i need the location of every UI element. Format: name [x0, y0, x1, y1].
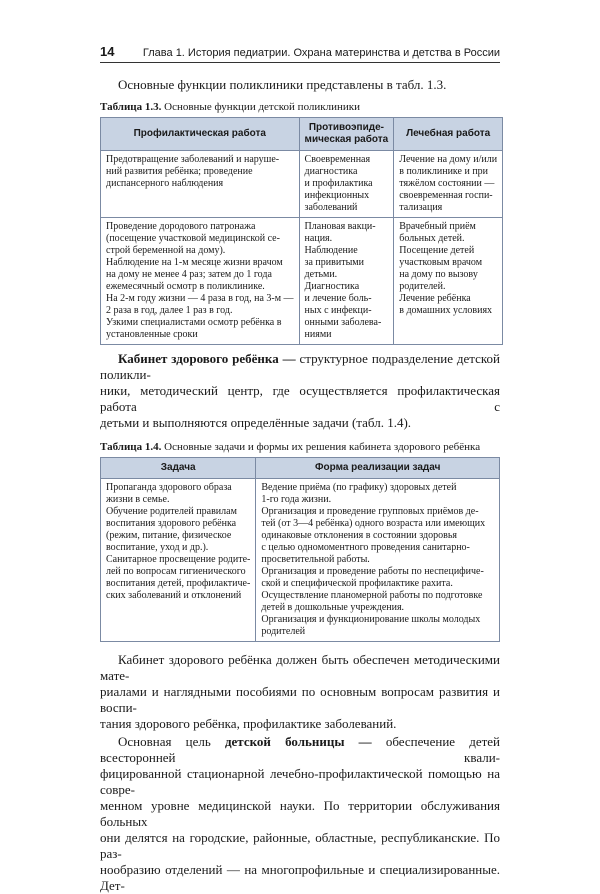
cell-line: воспитания здорового ребёнка [106, 518, 237, 529]
cell-line: ниями [304, 329, 332, 340]
table-1-3-label: Таблица 1.3. [100, 101, 162, 113]
cell-line: одинаковые отклонения в состоянии здоровья [261, 530, 458, 541]
cell-line: ежемесячный осмотр в поликлинике. [106, 281, 265, 292]
cell-line: 2 раза в год, далее 1 раз в год. [106, 305, 233, 316]
table-1-4 [100, 457, 500, 642]
cell-line: Наблюдение [304, 245, 358, 256]
cell-line: Лечение на дому и/или [399, 154, 498, 165]
table-row [101, 479, 500, 642]
cabinet-line [100, 351, 500, 383]
table-1-3-header-cell [299, 118, 394, 151]
hospital-line: нообразию отделений — на многопрофильные и специализированные. Дет- [100, 862, 500, 893]
cell-line: строй беременной на дому). [106, 245, 226, 256]
cell-line: просветительной работы. [261, 554, 370, 565]
table-1-4-label: Таблица 1.4. [100, 441, 162, 453]
hospital-lead: детской больницы — [224, 734, 372, 749]
cabinet-line-text: структурное подразделение детской поликли- [100, 351, 500, 382]
cell-line: в поликлинике и при [399, 166, 489, 177]
cell-line: Предотвращение заболеваний и наруше- [106, 154, 280, 165]
cell-line: Ведение приёма (по графику) здоровых детей [261, 482, 457, 493]
cell-line: заболеваний [304, 202, 358, 213]
cell-line: Организация и функционирование школы молодых [261, 614, 481, 625]
cell-line: установленные сроки [106, 329, 198, 340]
material-line: Кабинет здорового ребёнка должен быть обеспечен методическими мате- [100, 652, 500, 683]
cell-line: Лечение ребёнка [399, 293, 471, 304]
table-1-4-title: Основные задачи и формы их решения кабинета здорового ребёнка [161, 441, 481, 453]
cell-line: в домашних условиях [399, 305, 493, 316]
cell-line: Пропаганда здорового образа [106, 482, 232, 493]
cell-line: тяжёлом состоянии — [399, 178, 495, 189]
cell-line: ской и специфической профилактике рахита. [261, 578, 453, 589]
cell-line: Посещение детей [399, 245, 475, 256]
cell-line: больных детей. [399, 233, 465, 244]
hospital-line: менном уровне медицинской науки. По территории обслуживания больных [100, 798, 500, 829]
running-title: Глава 1. История педиатрии. Охрана материнства и детства в России [142, 47, 500, 59]
table-1-4-caption [100, 441, 500, 453]
hospital-paragraph [100, 734, 500, 894]
table-cell [101, 479, 256, 642]
cabinet-line: детьми и выполняются определённые задачи (табл. 1.4). [100, 415, 412, 430]
cell-line: Узкими специалистами осмотр ребёнка в [106, 317, 282, 328]
intro-paragraph: Основные функции поликлиники представлены в табл. 1.3. [118, 77, 447, 92]
table-cell [101, 151, 300, 218]
cell-line: воспитание, уход и др.). [106, 542, 209, 553]
cell-line: родителей. [399, 281, 446, 292]
material-paragraph [100, 652, 500, 732]
table-cell [256, 479, 500, 642]
cell-line: детьми. [304, 269, 338, 280]
cell-line: и профилактика [304, 178, 373, 189]
cell-line: лей по вопросам гигиенического [106, 566, 246, 577]
cell-line: участковым врачом [399, 257, 483, 268]
table-1-3-header-cell [394, 118, 503, 151]
cell-line: за привитыми [304, 257, 364, 268]
cell-line: детей в дошкольные учреждения. [261, 602, 405, 613]
table-1-4-header-row [101, 458, 500, 479]
table-1-4-header-cell: Задача [101, 458, 256, 479]
table-1-3-header-row [101, 118, 503, 151]
cell-line: ний развития ребёнка; проведение [106, 166, 253, 177]
cell-line: Организация и проведение работы по неспецифиче- [261, 566, 484, 577]
material-line: риалами и наглядными пособиями по основным вопросам развития и воспи- [100, 684, 500, 715]
cabinet-line: ники, методический центр, где осуществляется профилактическая работа с [100, 383, 500, 414]
table-cell [394, 218, 503, 345]
cell-line: Осуществление планомерной работы по подготовке [261, 590, 483, 601]
table-1-4-header-cell: Форма реализации задач [256, 458, 500, 479]
cell-line: ских заболеваний и отклонений [106, 590, 242, 601]
cell-line: онными заболева- [304, 317, 382, 328]
table-cell [101, 218, 300, 345]
header-line: Профилактическая работа [133, 128, 266, 139]
cell-line: ных с инфекци- [304, 305, 372, 316]
hospital-line: фицированной стационарной лечебно-профилактической помощью на совре- [100, 766, 500, 797]
cell-line: Врачебный приём [399, 221, 476, 232]
cell-line: Организация и проведение групповых приёмов де- [261, 506, 479, 517]
cell-line: на дому не менее 4 раз; затем до 1 года [106, 269, 272, 280]
table-cell [299, 151, 394, 218]
cell-line: Плановая вакци- [304, 221, 376, 232]
cell-line: Наблюдение на 1-м месяце жизни врачом [106, 257, 283, 268]
cell-line: жизни в семье. [106, 494, 170, 505]
table-cell [299, 218, 394, 345]
cell-line: инфекционных [304, 190, 370, 201]
cell-line: Диагностика [304, 281, 360, 292]
cell-line: тализация [399, 202, 443, 213]
running-header [100, 44, 500, 63]
table-1-3-caption [100, 101, 500, 113]
cell-line: своевременная госпи- [399, 190, 493, 201]
cell-line: диспансерного наблюдения [106, 178, 224, 189]
cell-line: На 2-м году жизни — 4 раза в год, на 3-м — [106, 293, 294, 304]
hospital-line [100, 734, 500, 766]
cabinet-paragraph [100, 351, 500, 431]
hospital-rest: обеспечение детей всесторонней квали- [100, 734, 501, 765]
header-line: Лечебная работа [406, 128, 491, 139]
cell-line: 1-го года жизни. [261, 494, 332, 505]
cabinet-lead: Кабинет здорового ребёнка — [118, 351, 296, 366]
table-1-3 [100, 117, 503, 345]
table-row [101, 218, 503, 345]
cell-line: (режим, питание, физическое [106, 530, 232, 541]
header-line: Противоэпиде- [308, 122, 384, 133]
header-line: мическая работа [304, 134, 389, 145]
cell-line: с целью одномоментного проведения санитарно- [261, 542, 470, 553]
cell-line: тей (от 3—4 ребёнка) одного возраста или имеющих [261, 518, 486, 529]
hospital-prefix: Основная цель [118, 734, 225, 749]
cell-line: (посещение участковой медицинской се- [106, 233, 280, 244]
table-cell [394, 151, 503, 218]
page-number: 14 [100, 44, 115, 59]
cell-line: Санитарное просвещение родите- [106, 554, 251, 565]
cell-line: родителей [261, 626, 306, 637]
table-1-3-header-cell [101, 118, 300, 151]
material-line: тания здорового ребёнка, профилактике заболеваний. [100, 716, 397, 731]
hospital-line: они делятся на городские, районные, областные, республиканские. По раз- [100, 830, 500, 861]
cell-line: диагностика [304, 166, 358, 177]
cell-line: нация. [304, 233, 333, 244]
cell-line: Проведение дородового патронажа [106, 221, 256, 232]
cell-line: на дому по вызову [399, 269, 478, 280]
table-row [101, 151, 503, 218]
cell-line: и лечение боль- [304, 293, 372, 304]
cell-line: Своевременная [304, 154, 371, 165]
cell-line: Обучение родителей правилам [106, 506, 237, 517]
cell-line: воспитания детей, профилактиче- [106, 578, 251, 589]
table-1-3-title: Основные функции детской поликлиники [161, 101, 361, 113]
